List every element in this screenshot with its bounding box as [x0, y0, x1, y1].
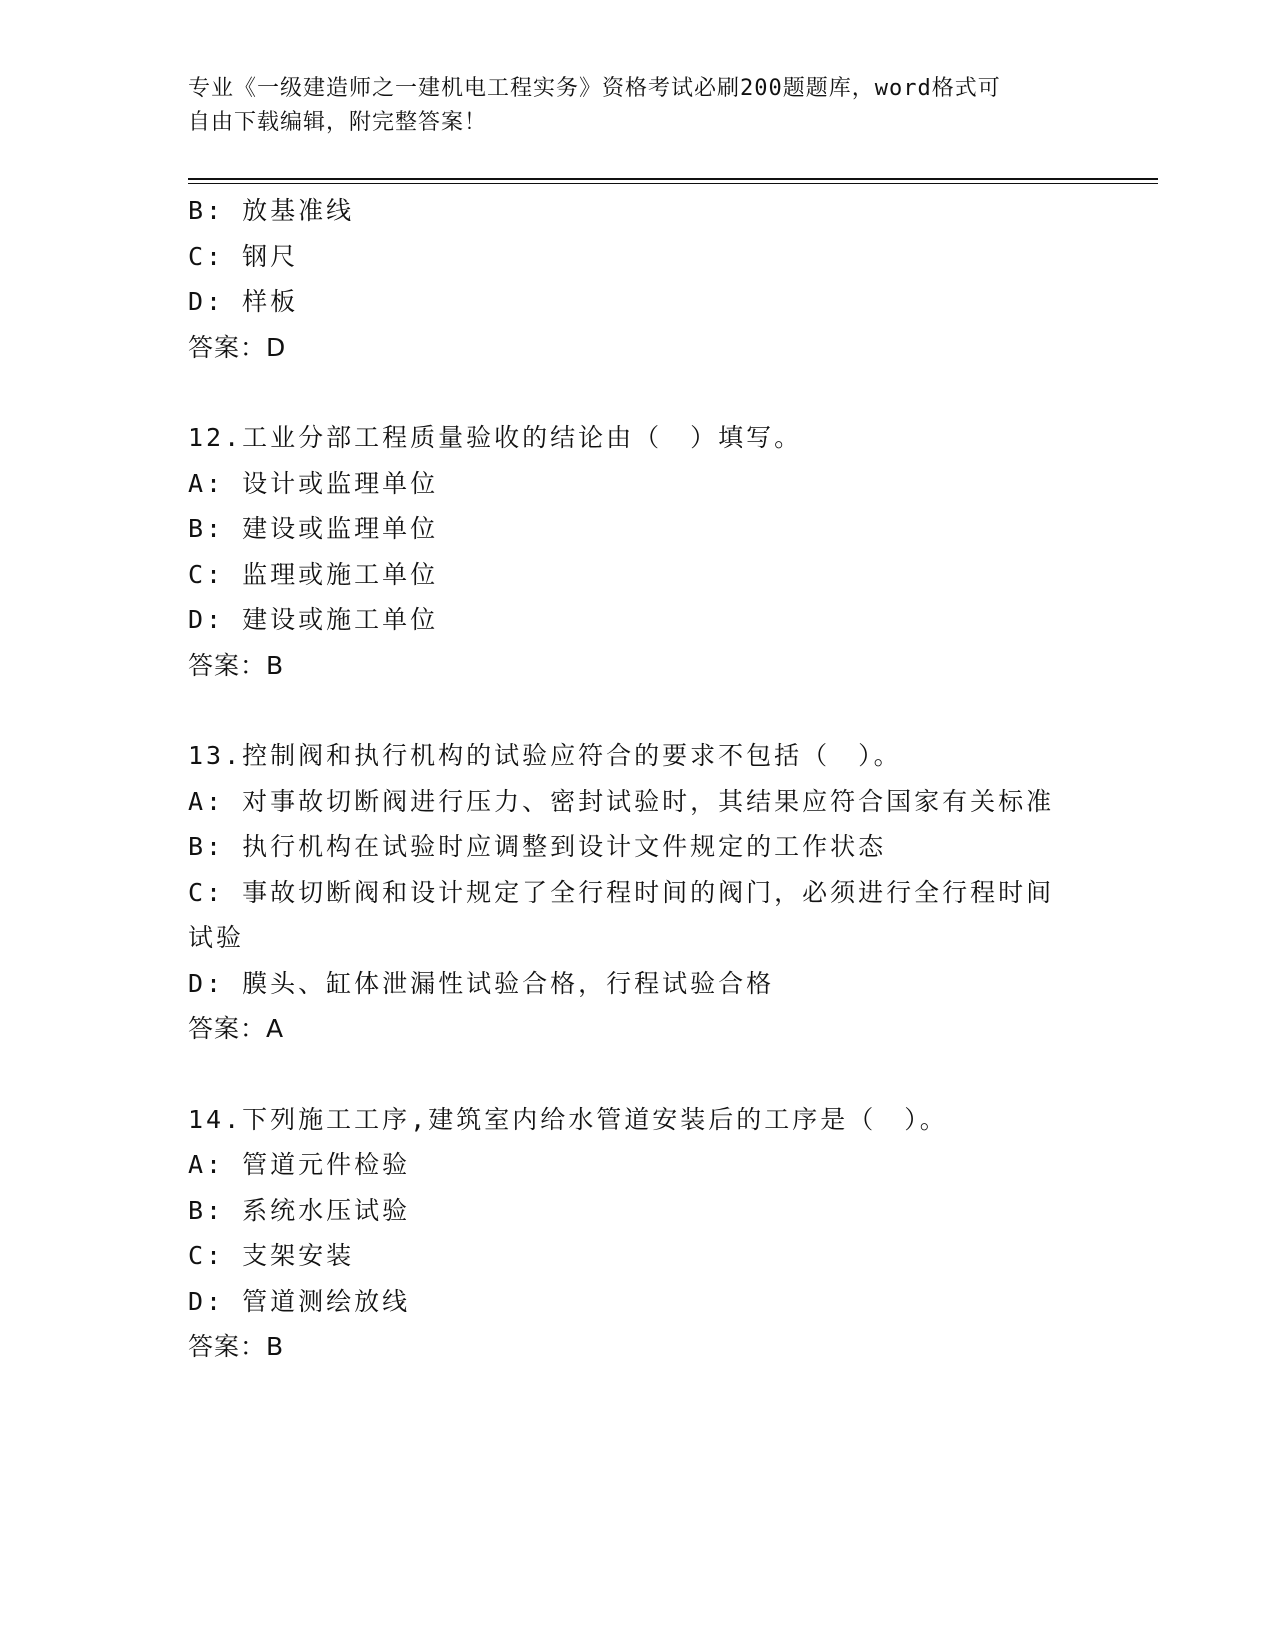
option-c: C: 事故切断阀和设计规定了全行程时间的阀门，必须进行全行程时间: [188, 877, 1055, 907]
option-b: B: 放基准线: [188, 196, 355, 225]
option-b: B: 系统水压试验: [188, 1195, 411, 1225]
question-block-12: [188, 415, 1088, 688]
header-line-2: 自由下载编辑，附完整答案！: [188, 110, 488, 135]
spacer: [188, 688, 1088, 733]
document-header: [188, 72, 1088, 140]
option-c: C: 监理或施工单位: [188, 559, 439, 589]
option-c-continued: 试验: [188, 923, 245, 952]
option-d: D: 管道测绘放线: [188, 1286, 411, 1316]
header-divider-thick: [188, 178, 1158, 180]
question-block-13: [188, 733, 1088, 1052]
header-line-1: 专业《一级建造师之一建机电工程实务》资格考试必刷200题题库，word格式可: [188, 76, 1001, 101]
option-b: B: 建设或监理单位: [188, 514, 439, 543]
question-stem: 13.控制阀和执行机构的试验应符合的要求不包括（ ）。: [188, 741, 902, 770]
answer-line: 答案：B: [188, 1332, 285, 1361]
option-c: C: 钢尺: [188, 241, 299, 271]
answer-line: 答案：B: [188, 650, 285, 680]
question-stem: 12.工业分部工程质量验收的结论由（ ）填写。: [188, 423, 803, 452]
question-content: [188, 188, 1088, 1370]
option-c: C: 支架安装: [188, 1241, 355, 1270]
option-d: D: 膜头、缸体泄漏性试验合格，行程试验合格: [188, 968, 775, 998]
question-block-14: [188, 1097, 1088, 1370]
spacer: [188, 370, 1088, 415]
option-a: A: 对事故切断阀进行压力、密封试验时，其结果应符合国家有关标准: [188, 786, 1055, 816]
option-a: A: 设计或监理单位: [188, 468, 439, 498]
spacer: [188, 1052, 1088, 1097]
option-b: B: 执行机构在试验时应调整到设计文件规定的工作状态: [188, 832, 887, 861]
answer-line: 答案：A: [188, 1014, 285, 1043]
question-block-11: [188, 188, 1088, 370]
header-divider-thin: [188, 183, 1158, 184]
option-d: D: 建设或施工单位: [188, 605, 439, 634]
option-d: D: 样板: [188, 287, 299, 316]
answer-line: 答案：D: [188, 332, 287, 362]
option-a: A: 管道元件检验: [188, 1150, 411, 1179]
question-stem: 14.下列施工工序,建筑室内给水管道安装后的工序是（ ）。: [188, 1104, 948, 1134]
